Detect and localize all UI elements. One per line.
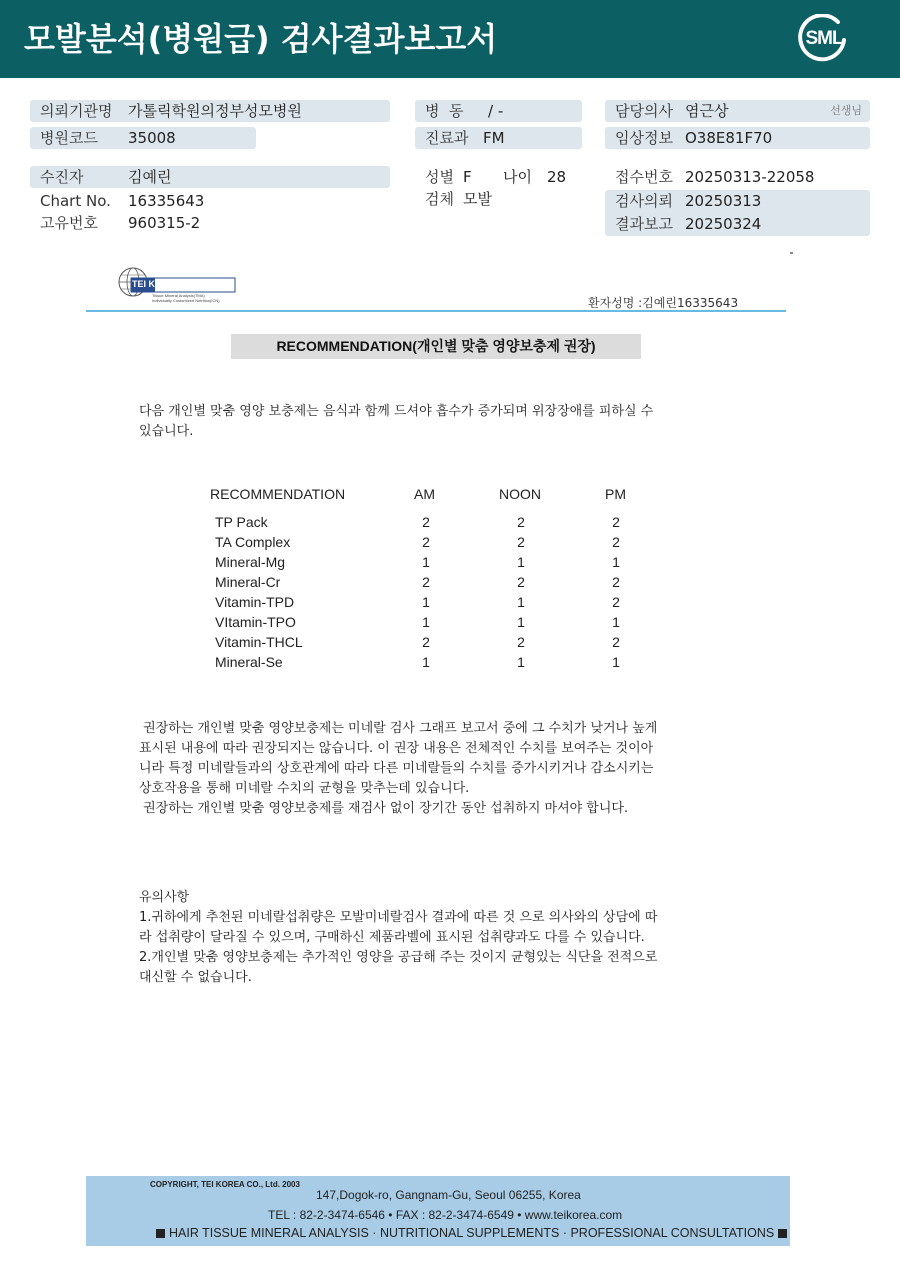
patient-label: 수진자	[40, 168, 84, 186]
specimen-field	[415, 188, 585, 210]
doctor-suffix: 선생님	[830, 104, 862, 117]
logo-subtitle-2: Individually Customized Nutrition(ICN)	[152, 298, 220, 303]
ward-value: / -	[488, 102, 504, 120]
table-row	[86, 554, 794, 574]
doctor-value: 염근상	[685, 102, 729, 120]
am-dose: 2	[422, 514, 430, 530]
recommendation-title: RECOMMENDATION(개인별 맞춤 영양보충제 권장)	[231, 334, 641, 359]
footer-contact: TEL : 82-2-3474-6546 • FAX : 82-2-3474-6549 • www.teikorea.com	[268, 1208, 623, 1222]
clinical-info-value: O38E81F70	[685, 129, 773, 147]
test-request-label: 검사의뢰	[615, 192, 673, 210]
supplement-name: Mineral-Se	[215, 654, 283, 670]
supplement-name: TA Complex	[215, 534, 291, 550]
test-request-value: 20250313	[685, 192, 762, 210]
am-dose: 1	[422, 594, 430, 610]
patient-value: 김예린	[128, 168, 172, 186]
notes-title: 유의사항	[139, 890, 190, 905]
specimen-value: 모발	[463, 190, 492, 208]
patient-field	[30, 166, 390, 188]
unique-no-label: 고유번호	[40, 214, 98, 232]
table-row	[86, 514, 794, 534]
sml-logo	[798, 14, 850, 66]
table-row	[86, 574, 794, 594]
department-value: FM	[483, 129, 505, 147]
supplement-name: VItamin-TPO	[215, 614, 296, 630]
chart-no-value: 16335643	[128, 192, 205, 210]
pm-dose: 1	[612, 654, 620, 670]
pm-dose: 2	[612, 594, 620, 610]
table-header-pm: PM	[605, 486, 626, 502]
noon-dose: 1	[517, 554, 525, 570]
intro-line-2: 있습니다.	[139, 424, 194, 439]
requester-field	[30, 100, 390, 122]
noon-dose: 2	[517, 514, 525, 530]
footer-address: 147,Dogok-ro, Gangnam-Gu, Seoul 06255, Korea	[316, 1188, 581, 1202]
ward-field	[415, 100, 582, 122]
am-dose: 1	[422, 554, 430, 570]
supplement-name: Mineral-Mg	[215, 554, 286, 570]
explain-line-2: 표시된 내용에 따라 권장되지는 않습니다. 이 권장 내용은 전체적인 수치를 보여주는 것이아	[139, 741, 654, 756]
notes-line-4: 대신할 수 없습니다.	[139, 970, 252, 985]
explain-line-4: 상호작용을 통해 미네랄 수치의 균형을 맞추는데 있습니다.	[139, 781, 470, 796]
doctor-field	[605, 100, 870, 122]
hospital-code-value: 35008	[128, 129, 176, 147]
hospital-code-label: 병원코드	[40, 129, 98, 147]
requester-label: 의뢰기관명	[40, 102, 113, 120]
test-request-field	[605, 190, 870, 212]
supplement-name: TP Pack	[215, 514, 268, 530]
table-header-noon: NOON	[499, 486, 541, 502]
age-label: 나이	[503, 168, 532, 186]
result-report-label: 결과보고	[615, 215, 673, 233]
am-dose: 1	[422, 614, 430, 630]
am-dose: 2	[422, 574, 430, 590]
am-dose: 1	[422, 654, 430, 670]
noon-dose: 2	[517, 534, 525, 550]
receipt-no-label: 접수번호	[615, 168, 673, 186]
tei-logo-text: TEI KOREA CO.,LTD.	[132, 279, 221, 289]
table-row	[86, 594, 794, 614]
chart-no-label: Chart No.	[40, 192, 111, 210]
footer-services	[152, 1226, 791, 1240]
pm-dose: 1	[612, 614, 620, 630]
noon-dose: 2	[517, 634, 525, 650]
table-row	[86, 534, 794, 554]
noon-dose: 1	[517, 614, 525, 630]
department-label: 진료과	[425, 129, 469, 147]
notes-line-1: 1.귀하에게 추천된 미네랄섭취량은 모발미네랄검사 결과에 따른 것 으로 의사와의 상담에 따	[139, 910, 658, 925]
am-dose: 2	[422, 534, 430, 550]
noon-dose: 1	[517, 654, 525, 670]
ward-label: 병 동	[425, 102, 464, 120]
notes-line-2: 라 섭취량이 달라질 수 있으며, 구매하신 제품라벨에 표시된 섭취량과도 다를 수 있습니다.	[139, 930, 645, 945]
pm-dose: 2	[612, 534, 620, 550]
footer-copyright: COPYRIGHT, TEI KOREA CO., Ltd. 2003	[150, 1180, 300, 1189]
age-value: 28	[547, 168, 567, 186]
pm-dose: 2	[612, 574, 620, 590]
footer-services-text: HAIR TISSUE MINERAL ANALYSIS · NUTRITIONAL SUPPLEMENTS · PROFESSIONAL CONSULTATIONS	[169, 1226, 775, 1240]
table-row	[86, 654, 794, 674]
am-dose: 2	[422, 634, 430, 650]
specimen-label: 검체	[425, 190, 454, 208]
receipt-no-field	[605, 166, 870, 188]
result-report-field	[605, 213, 870, 235]
report-header	[0, 0, 900, 78]
result-report-value: 20250324	[685, 215, 762, 233]
intro-line-1: 다음 개인별 맞춤 영양 보충제는 음식과 함께 드셔야 흡수가 증가되며 위장장애를 피하실 수	[139, 404, 654, 419]
clinical-info-label: 임상정보	[615, 129, 673, 147]
clinical-info-field	[605, 127, 870, 149]
noon-dose: 1	[517, 594, 525, 610]
logo-text: SML	[805, 28, 843, 49]
unique-no-field	[30, 212, 390, 234]
hospital-code-field	[30, 127, 256, 149]
explain-line-1: 권장하는 개인별 맞춤 영양보충제는 미네랄 검사 그래프 보고서 중에 그 수치가 낮거나 높게	[139, 721, 658, 736]
doctor-label: 담당의사	[615, 102, 673, 120]
document-divider	[86, 310, 786, 312]
sex-age-field	[415, 166, 585, 188]
sex-value: F	[463, 168, 472, 186]
supplement-name: Vitamin-THCL	[215, 634, 303, 650]
report-title: 모발분석(병원급) 검사결과보고서	[24, 20, 498, 58]
table-header-recommendation: RECOMMENDATION	[210, 486, 346, 502]
document-footer	[86, 1176, 790, 1246]
pm-dose: 1	[612, 554, 620, 570]
table-header-am: AM	[414, 486, 435, 502]
notes-line-3: 2.개인별 맞춤 영양보충제는 추가적인 영양을 공급해 주는 것이지 균형있는 식단을 전적으로	[139, 950, 658, 965]
chart-no-field	[30, 190, 390, 212]
tei-logo	[116, 266, 246, 306]
explain-line-3: 니라 특정 미네랄들과의 상호관계에 따라 다른 미네랄들의 수치를 증가시키거나 감소시키는	[139, 761, 654, 776]
patient-name-line: 환자성명 :김예린16335643	[588, 296, 739, 310]
supplement-name: Mineral-Cr	[215, 574, 281, 590]
pm-dose: 2	[612, 634, 620, 650]
unique-no-value: 960315-2	[128, 214, 201, 232]
logo-subtitle-1: Tissue Mineral Analysis(TMA)	[152, 293, 205, 298]
noon-dose: 2	[517, 574, 525, 590]
bullet-square-icon	[778, 1229, 787, 1238]
table-row	[86, 614, 794, 634]
supplement-name: Vitamin-TPD	[215, 594, 295, 610]
sex-label: 성별	[425, 168, 454, 186]
receipt-no-value: 20250313-22058	[685, 168, 815, 186]
department-field	[415, 127, 582, 149]
explain-line-5: 권장하는 개인별 맞춤 영양보충제를 재검사 없이 장기간 동안 섭취하지 마셔야 합니다.	[139, 801, 629, 816]
scanned-document	[86, 254, 794, 1248]
requester-value: 가톨릭학원의정부성모병원	[128, 102, 302, 120]
table-row	[86, 634, 794, 654]
bullet-square-icon	[156, 1229, 165, 1238]
pm-dose: 2	[612, 514, 620, 530]
